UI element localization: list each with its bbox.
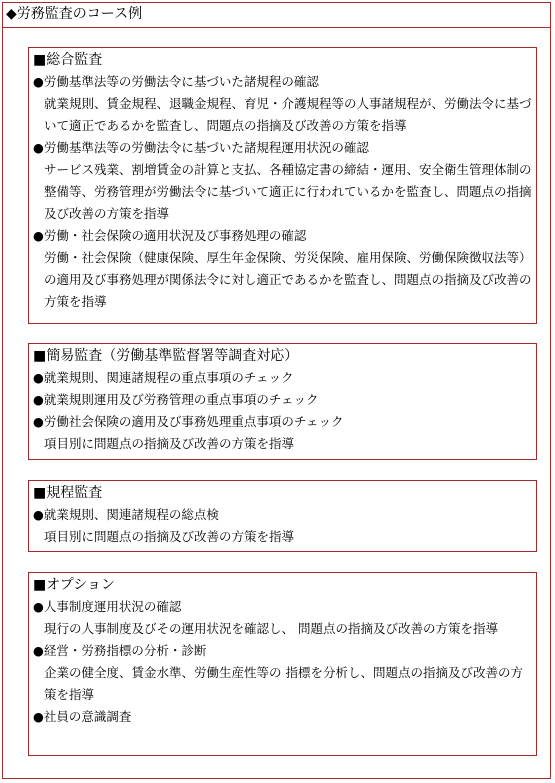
item-title: ●経営・労務指標の分析・診断 bbox=[33, 643, 207, 658]
list-item bbox=[33, 706, 532, 728]
list-item bbox=[33, 640, 532, 706]
section-heading: ■規程監査 bbox=[33, 485, 103, 501]
item-body: 労働・社会保険（健康保険、厚生年金保険、労災保険、雇用保険、労働保険徴収法等）の適用及び事務処理が関係法令に対し適正であるかを監査し、問題点の指摘及び改善の方策を指導 bbox=[44, 250, 532, 309]
item-title: ●労働基準法等の労働法令に基づいた諸規程の確認 bbox=[33, 74, 319, 89]
item-body: サービス残業、割増賃金の計算と支払、各種協定書の締結・運用、安全衛生管理体制の整備等、労務管理が労働法令に基づいて適正に行われているかを監査し、問題点の指摘及び改善の方策を指導 bbox=[44, 162, 532, 221]
list-item bbox=[33, 411, 532, 455]
section-heading: ■オプション bbox=[33, 577, 115, 593]
page-title: ◆労務監査のコース例 bbox=[6, 6, 143, 22]
item-title: ●労働・社会保険の適用状況及び事務処理の確認 bbox=[33, 228, 307, 243]
list-item bbox=[33, 596, 532, 640]
list-item bbox=[33, 389, 532, 411]
section-simple-audit bbox=[28, 343, 537, 460]
item-body: 就業規則、賃金規程、退職金規程、育児・介護規程等の人事諸規程が、労働法令に基づいて適正であるかを監査し、問題点の指摘及び改善の方策を指導 bbox=[44, 96, 532, 133]
section-regulation-audit bbox=[28, 480, 537, 552]
item-body: 現行の人事制度及びその運用状況を確認し、 問題点の指摘及び改善の方策を指導 bbox=[44, 621, 498, 636]
list-item bbox=[33, 137, 532, 225]
item-title: ●労働基準法等の労働法令に基づいた諸規程運用状況の確認 bbox=[33, 140, 369, 155]
item-title: ●就業規則運用及び労務管理の重点事項のチェック bbox=[33, 392, 319, 407]
item-title: ●社員の意識調査 bbox=[33, 709, 132, 724]
title-row bbox=[2, 2, 551, 28]
list-item bbox=[33, 504, 532, 548]
item-body: 企業の健全度、賃金水準、労働生産性等の 指標を分析し、問題点の指摘及び改善の方策を指導 bbox=[44, 665, 523, 702]
item-body: 項目別に問題点の指摘及び改善の方策を指導 bbox=[44, 529, 295, 544]
list-item bbox=[33, 71, 532, 137]
section-heading: ■総合監査 bbox=[33, 52, 103, 68]
item-title: ●就業規則、関連諸規程の総点検 bbox=[33, 507, 219, 522]
list-item bbox=[33, 225, 532, 313]
section-options bbox=[28, 572, 537, 756]
item-body: 項目別に問題点の指摘及び改善の方策を指導 bbox=[44, 436, 295, 451]
list-item bbox=[33, 367, 532, 389]
item-title: ●就業規則、関連諸規程の重点事項のチェック bbox=[33, 370, 294, 385]
item-title: ●労働社会保険の適用及び事務処理重点事項のチェック bbox=[33, 414, 344, 429]
item-title: ●人事制度運用状況の確認 bbox=[33, 599, 182, 614]
section-comprehensive-audit bbox=[28, 47, 537, 324]
section-heading: ■簡易監査（労働基準監督署等調査対応） bbox=[33, 348, 299, 364]
